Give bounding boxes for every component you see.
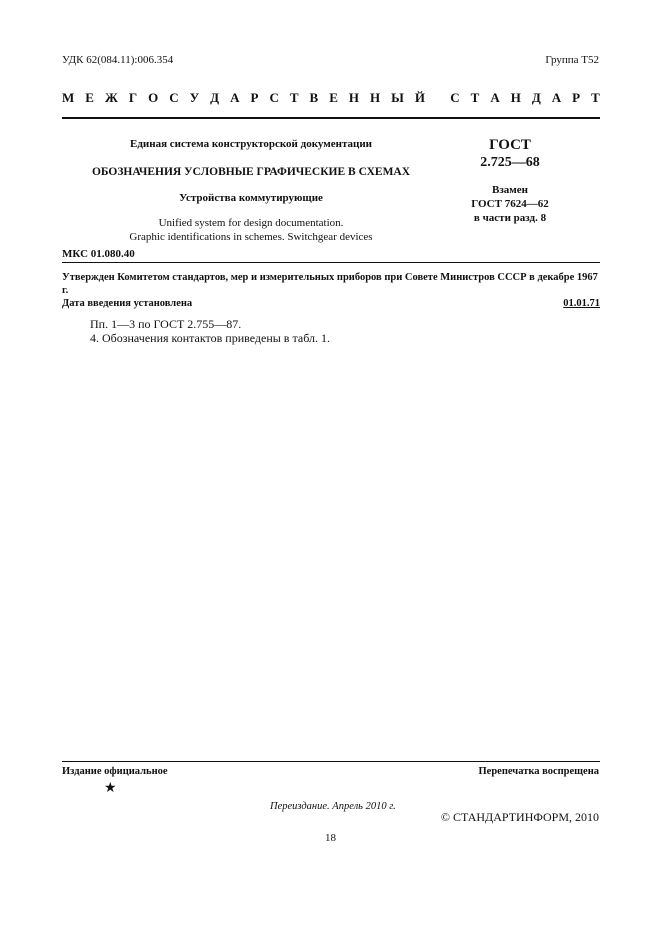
banner-letter: Ы [391, 90, 404, 105]
official-edition: Издание официальное [62, 766, 168, 777]
group-code: Группа Т52 [545, 54, 599, 66]
mks-code: МКС 01.080.40 [62, 248, 135, 260]
banner-letter: О [148, 90, 159, 105]
banner-gap [436, 90, 439, 106]
effective-date-row [62, 297, 600, 310]
gost-number: 2.725—68 [480, 155, 540, 170]
effective-date-label: Дата введения установлена [62, 298, 193, 309]
banner-letter: Ж [104, 90, 118, 105]
banner-letter: Н [348, 90, 359, 105]
footer-rule [62, 761, 600, 762]
banner-letter: Т [289, 90, 299, 105]
body-paragraph: 4. Обозначения контактов приведены в табл. 1. [90, 331, 330, 345]
document-subtitle: Устройства коммутирующие [179, 192, 323, 204]
replaces-note [445, 183, 575, 225]
banner-letter: Н [510, 90, 521, 105]
approval-block [62, 271, 600, 310]
system-name: Единая система конструкторской документации [130, 138, 372, 150]
replaces-line: в части разд. 8 [473, 212, 547, 224]
approval-text: Утвержден Комитетом стандартов, мер и измерительных приборов при Совете Министров СССР в декабре 1967 г. [62, 272, 598, 296]
banner-letter: Н [369, 90, 381, 105]
banner-letter: А [490, 90, 500, 105]
reprint-prohibited: Перепечатка воспрещена [478, 766, 599, 777]
banner-letter: А [551, 90, 562, 105]
banner-letter: С [169, 90, 179, 105]
english-title-line: Unified system for design documentation. [158, 217, 344, 229]
banner-letter: Д [210, 90, 220, 105]
banner-letter: Й [414, 90, 425, 105]
banner-letter: Г [128, 90, 138, 105]
standard-banner [62, 90, 600, 106]
effective-date-value: 01.01.71 [563, 298, 600, 309]
english-title [62, 216, 440, 244]
replaces-line: ГОСТ 7624—62 [471, 198, 549, 210]
banner-letter: Т [591, 90, 600, 105]
body-paragraph: Пп. 1—3 по ГОСТ 2.755—87. [90, 317, 242, 331]
banner-letter: А [230, 90, 240, 105]
copyright: © СТАНДАРТИНФОРМ, 2010 [440, 810, 599, 824]
title-block [62, 138, 440, 244]
banner-letter: Т [470, 90, 480, 105]
banner-letter: С [450, 90, 460, 105]
header-rule [62, 117, 600, 119]
gost-label: ГОСТ [489, 137, 531, 153]
banner-letter: С [269, 90, 279, 105]
banner-letter: У [189, 90, 200, 105]
banner-letter: Д [531, 90, 541, 105]
body-text [90, 317, 330, 345]
banner-letter: М [62, 90, 75, 105]
banner-letter: Р [250, 90, 259, 105]
page-number: 18 [325, 832, 336, 844]
english-title-line: Graphic identifications in schemes. Switchgear devices [129, 231, 373, 243]
gost-block [445, 137, 575, 225]
banner-letter: Е [85, 90, 94, 105]
reissue-note: Переиздание. Апрель 2010 г. [270, 801, 396, 812]
banner-letter: В [309, 90, 319, 105]
udk-code: УДК 62(084.11):006.354 [62, 54, 174, 66]
replaces-line: Взамен [492, 184, 528, 196]
mks-rule [62, 262, 600, 263]
banner-letter: Р [572, 90, 581, 105]
banner-letter: Е [329, 90, 338, 105]
document-title: ОБОЗНАЧЕНИЯ УСЛОВНЫЕ ГРАФИЧЕСКИЕ В СХЕМАХ [91, 166, 411, 178]
star-icon: ★ [104, 781, 117, 796]
